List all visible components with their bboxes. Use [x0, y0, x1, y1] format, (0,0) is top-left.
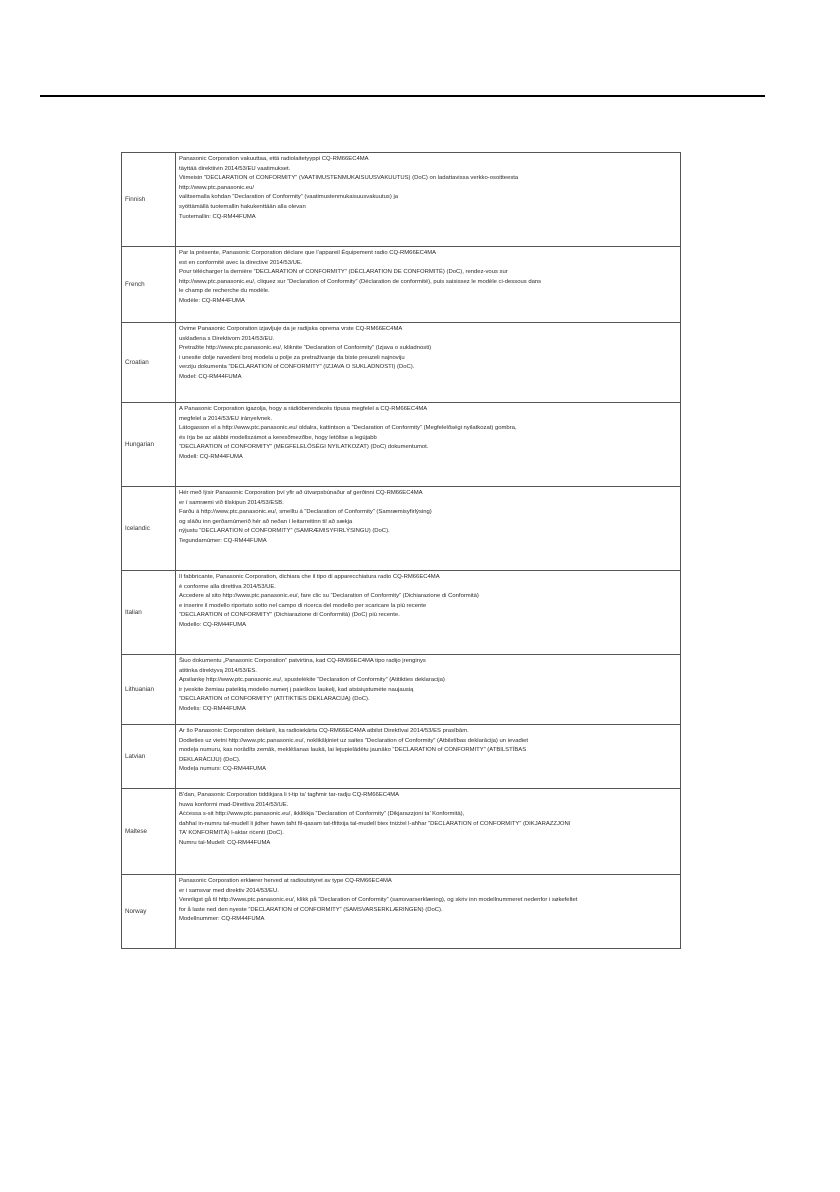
declaration-line: è conforme alla direttiva 2014/53/UE.	[179, 583, 276, 590]
language-label: Hungarian	[125, 441, 155, 448]
declaration-line: “DECLARATION of CONFORMITY” (Dichiarazione di Conformità) (DoC) più recente.	[179, 612, 400, 619]
language-cell	[122, 789, 176, 875]
declaration-text-cell	[176, 247, 681, 323]
declaration-line: for å laste ned den nyeste “DECLARATION of CONFORMITY” (SAMSVARSERKLÆRINGEN) (DoC).	[179, 906, 443, 913]
table-row	[122, 403, 681, 487]
declaration-line: Il fabbricante, Panasonic Corporation, dichiara che il tipo di apparecchiatura radio CQ-RM66EC4MA	[179, 574, 440, 580]
table-row	[122, 487, 681, 571]
declaration-table	[121, 152, 681, 949]
language-cell	[122, 875, 176, 949]
declaration-line: huwa konformi mad-Direttiva 2014/53/UE.	[179, 801, 289, 808]
declaration-line: Modellnummer: CQ-RM44FUMA	[179, 916, 265, 923]
declaration-line: Modell: CQ-RM44FUMA	[179, 453, 243, 460]
declaration-line: Viimeisin “DECLARATION of CONFORMITY” (VAATIMUSTENMUKAISUUSVAKUUTUS) (DoC) on ladattavissa verkko-osoitteesta	[179, 175, 519, 182]
language-cell	[122, 725, 176, 789]
declaration-line: Pour télécharger la dernière “DECLARATION of CONFORMITY” (DÉCLARATION DE CONFORMITÉ) (DoC), rendez-vous sur	[179, 269, 508, 276]
declaration-line: “DECLARATION of CONFORMITY” (MEGFELELŐSÉGI NYILATKOZAT) (DoC) dokumentumot.	[179, 444, 429, 451]
declaration-line: Dodieties uz vietni http://www.ptc.panasonic.eu/, noklikšķiniet uz saites “Declaration of Conformity” (Atbilstības deklarācija) un ievadiet	[179, 737, 529, 744]
declaration-text-cell	[176, 789, 681, 875]
declaration-line: Accedere al sito http://www.ptc.panasonic.eu/, fare clic su “Declaration of Conformity” (Dichiarazione di Conformità)	[179, 593, 479, 600]
declaration-line: nýjustu “DECLARATION of CONFORMITY” (SAMRÆMISYFIRLÝSINGU) (DoC).	[179, 528, 390, 535]
language-label: Italian	[125, 609, 142, 616]
language-cell	[122, 153, 176, 247]
language-label: Finnish	[125, 196, 146, 203]
declaration-line: Pretražite http://www.ptc.panasonic.eu/, kliknite “Declaration of Conformity” (Izjava o sukladnosti)	[179, 345, 432, 352]
declaration-line: DEKLARĀCIJU) (DoC).	[179, 756, 241, 763]
declaration-line: Šiuo dokumentu „Panasonic Corporation“ patvirtina, kad CQ-RM66EC4MA tipo radijo įrenginys	[179, 658, 426, 664]
language-label: Icelandic	[125, 525, 150, 532]
declaration-text-cell	[176, 403, 681, 487]
declaration-line: Modello: CQ-RM44FUMA	[179, 621, 247, 628]
declaration-line: Model: CQ-RM44FUMA	[179, 373, 242, 380]
declaration-line: megfelel a 2014/53/EU irányelvnek.	[179, 415, 272, 422]
declaration-line: Apsilankę http://www.ptc.panasonic.eu/, spustelėkite “Declaration of Conformity” (Atitikties deklaracija)	[179, 677, 445, 684]
language-cell	[122, 571, 176, 655]
declaration-line: Hér með lýsir Panasonic Corporation því yfir að útvarpsbúnaður af gerðinni CQ-RM66EC4MA	[179, 490, 423, 496]
declaration-line: Látogasson el a http://www.ptc.panasonic.eu/ oldalra, kattintson a “Declaration of Conformity” (Megfelelőségi nyilatkozat) gombra,	[179, 425, 517, 432]
table-row	[122, 247, 681, 323]
language-label: Latvian	[125, 753, 146, 760]
declaration-line: Farðu á http://www.ptc.panasonic.eu/, smelltu á “Declaration of Conformity” (Samræmisyfirlýsing)	[179, 509, 432, 516]
declaration-line: i unesite dolje navedeni broj modela u polje za pretraživanje da biste preuzeli najnoviju	[179, 354, 405, 361]
declaration-line: Modeļa numurs: CQ-RM44FUMA	[179, 766, 267, 773]
declaration-line: Par la présente, Panasonic Corporation déclare que l’appareil Équipement radio CQ-RM66EC4MA	[179, 250, 437, 256]
declaration-line: ir įveskite žemiau pateiktą modelio numerį į paieškos laukelį, kad atsisiųstumėte naujausią	[179, 686, 414, 693]
declaration-line: verziju dokumenta “DECLARATION of CONFORMITY” (IZJAVA O SUKLADNOSTI) (DoC).	[179, 364, 415, 371]
language-label: Norway	[125, 908, 147, 915]
declaration-line: daħħal in-numru tal-mudell li jidher hawn taħt fil-qasam tat-tfittxija tal-mudell biex tniżżel l-aħħar “DECLARATION of CONFORMITY” (DIKJARAZZJONI	[179, 820, 571, 827]
table-row	[122, 571, 681, 655]
language-cell	[122, 323, 176, 403]
declaration-line: TA’ KONFORMITÀ) l-aktar riċenti (DoC).	[179, 830, 284, 837]
declaration-line: és írja be az alábbi modellszámot a keresőmezőbe, hogy letöltse a legújabb	[179, 434, 377, 441]
declaration-text-cell	[176, 153, 681, 247]
declaration-line: valitsemalla kohdan “Declaration of Conformity” (vaatimustenmukaisuusvakuutus) ja	[179, 194, 399, 201]
language-cell	[122, 247, 176, 323]
declaration-line: Ovime Panasonic Corporation izjavljuje da je radijska oprema vrste CQ-RM66EC4MA	[179, 326, 403, 332]
table-row	[122, 875, 681, 949]
declaration-line: Modelis: CQ-RM44FUMA	[179, 705, 246, 712]
declaration-line: er í samræmi við tilskipun 2014/53/ESB.	[179, 499, 284, 506]
language-label: Maltese	[125, 828, 148, 835]
declaration-line: Ar šo Panasonic Corporation deklarē, ka radioiekārta CQ-RM66EC4MA atbilst Direktīvai 2014/53/ES prasībām.	[179, 728, 469, 734]
declaration-line: Vennligst gå til http://www.ptc.panasonic.eu/, klikk på “Declaration of Conformity” (samsvarserklæring), og skriv inn modellnummeret nedenfor i søkefeltet	[179, 897, 578, 904]
table-body	[122, 153, 681, 949]
language-cell	[122, 403, 176, 487]
table-row	[122, 725, 681, 789]
declaration-line: Aċċessa s-sit http://www.ptc.panasonic.eu/, ikklikkja “Declaration of Conformity” (Dikjarazzjoni ta’ Konformità),	[179, 811, 465, 818]
declaration-line: Tegundarnúmer: CQ-RM44FUMA	[179, 537, 267, 544]
declaration-line: http://www.ptc.panasonic.eu/	[179, 184, 254, 191]
table-row	[122, 323, 681, 403]
language-cell	[122, 487, 176, 571]
header-rule	[40, 95, 765, 97]
declaration-text-cell	[176, 875, 681, 949]
declaration-line: usklađena s Direktivom 2014/53/EU.	[179, 335, 275, 342]
declaration-line: täyttää direktiivin 2014/53/EU vaatimukset.	[179, 165, 291, 172]
declaration-text-cell	[176, 323, 681, 403]
language-label: French	[125, 281, 145, 288]
declaration-line: http://www.ptc.panasonic.eu/, cliquez sur “Declaration of Conformity” (Déclaration de conformité), puis saisissez le modèle ci-dessous dans	[179, 278, 542, 285]
declaration-line: Modèle: CQ-RM44FUMA	[179, 297, 245, 304]
table-row	[122, 789, 681, 875]
declaration-line: modeļa numuru, kas norādīts zemāk, meklēšanas laukā, lai lejupielādētu jaunāko “DECLARATION of CONFORMITY” (ATBILSTĪBAS	[179, 747, 527, 754]
declaration-line: e inserire il modello riportato sotto nel campo di ricerca del modello per scaricare la più recente	[179, 602, 427, 609]
language-label: Lithuanian	[125, 686, 155, 693]
declaration-text-cell	[176, 725, 681, 789]
declaration-line: le champ de recherche du modèle.	[179, 288, 270, 295]
declaration-text-cell	[176, 487, 681, 571]
declaration-text-cell	[176, 571, 681, 655]
declaration-text-cell	[176, 655, 681, 725]
language-cell	[122, 655, 176, 725]
declaration-line: Panasonic Corporation vakuuttaa, että radiolaitetyyppi CQ-RM66EC4MA	[179, 156, 369, 162]
declaration-line: er i samsvar med direktiv 2014/53/EU.	[179, 887, 279, 894]
declaration-line: est en conformité avec la directive 2014/53/UE.	[179, 259, 303, 266]
declaration-line: Tuotemallin: CQ-RM44FUMA	[179, 213, 256, 220]
declaration-line: og sláðu inn gerðarnúmerið hér að neðan í leitarreitinn til að sækja	[179, 518, 353, 525]
declaration-line: Panasonic Corporation erklærer herved at radioutstyret av type CQ-RM66EC4MA	[179, 878, 392, 884]
declaration-line: B’dan, Panasonic Corporation tiddikjara li t-tip ta’ tagħmir tar-radju CQ-RM66EC4MA	[179, 792, 400, 798]
language-label: Croatian	[125, 359, 149, 366]
declaration-line: syöttämällä tuotemallin hakukenttään alla olevan	[179, 203, 306, 210]
declaration-line: Numru tal-Mudell: CQ-RM44FUMA	[179, 839, 271, 846]
table-row	[122, 153, 681, 247]
declaration-line: “DECLARATION of CONFORMITY” (ATITIKTIES DEKLARACIJĄ) (DoC).	[179, 696, 370, 703]
declaration-line: atitinka direktyvą 2014/53/ES.	[179, 667, 257, 674]
table-row	[122, 655, 681, 725]
declaration-line: A Panasonic Corporation igazolja, hogy a rádióberendezés típusa megfelel a CQ-RM66EC4MA	[179, 406, 428, 412]
